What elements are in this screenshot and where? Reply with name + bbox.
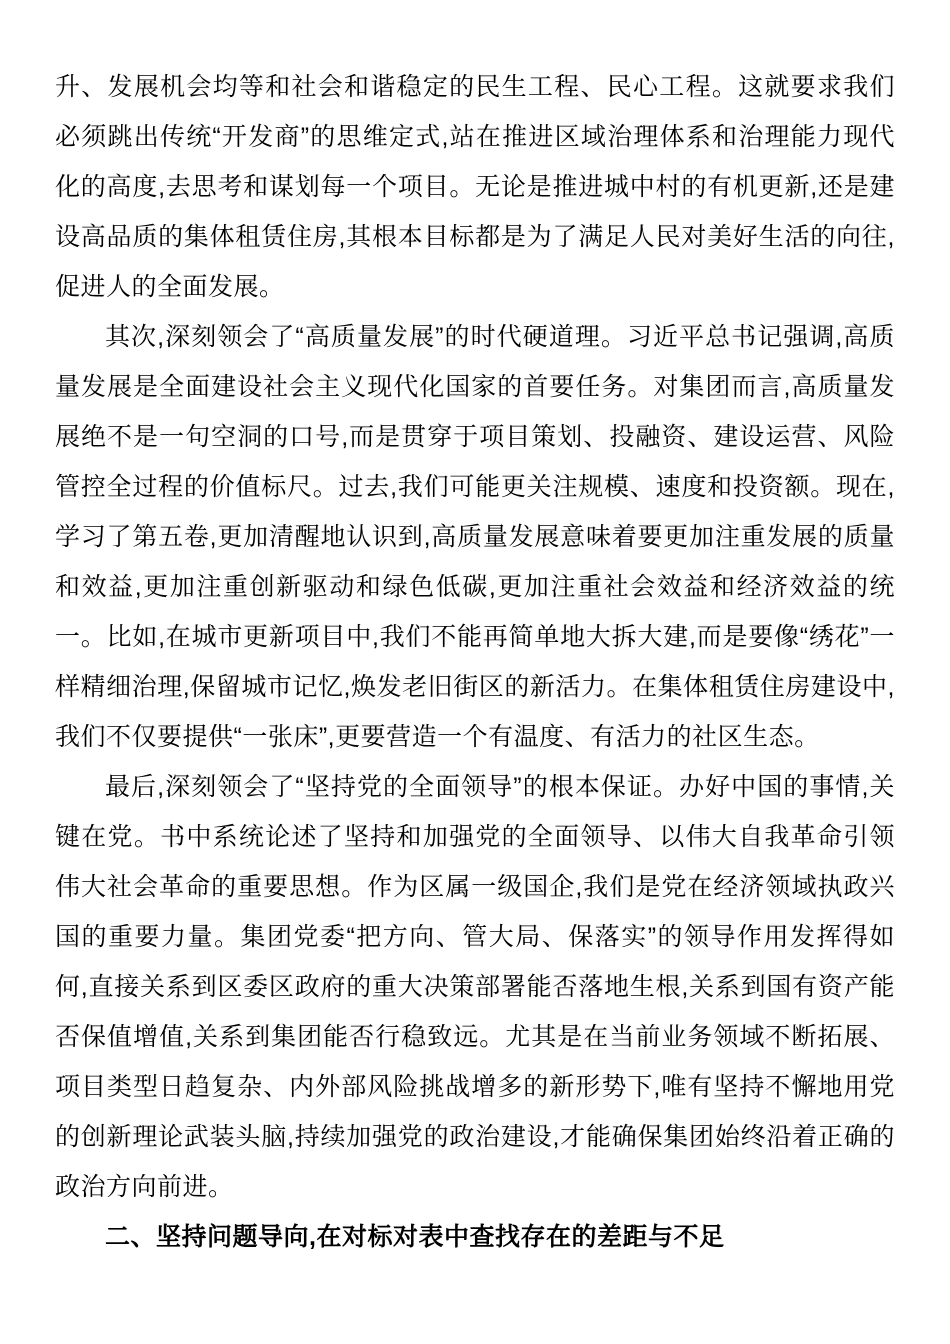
- body-paragraph-second-point: 其次,深刻领会了“高质量发展”的时代硬道理。习近平总书记强调,高质量发展是全面建设社会主义现代化国家的首要任务。对集团而言,高质量发展绝不是一句空洞的口号,而是贯穿于项目策划、投融资、建设运营、风险管控全过程的价值标尺。过去,我们可能更关注规模、速度和投资额。现在,学习了第五卷,更加清醒地认识到,高质量发展意味着要更加注重发展的质量和效益,更加注重创新驱动和绿色低碳,更加注重社会效益和经济效益的统一。比如,在城市更新项目中,我们不能再简单地大拆大建,而是要像“绣花”一样精细治理,保留城市记忆,焕发老旧街区的新活力。在集体租赁住房建设中,我们不仅要提供“一张床”,更要营造一个有温度、有活力的社区生态。: [55, 323, 895, 751]
- section-heading: 二、坚持问题导向,在对标对表中查找存在的差距与不足: [105, 1223, 725, 1251]
- body-paragraph-continuation: 升、发展机会均等和社会和谐稳定的民生工程、民心工程。这就要求我们必须跳出传统“开发商”的思维定式,站在推进区域治理体系和治理能力现代化的高度,去思考和谋划每一个项目。无论是推进城中村的有机更新,还是建设高品质的集体租赁住房,其根本目标都是为了满足人民对美好生活的向往,促进人的全面发展。: [55, 73, 895, 301]
- body-paragraph-third-point: 最后,深刻领会了“坚持党的全面领导”的根本保证。办好中国的事情,关键在党。书中系统论述了坚持和加强党的全面领导、以伟大自我革命引领伟大社会革命的重要思想。作为区属一级国企,我们是党在经济领域执政兴国的重要力量。集团党委“把方向、管大局、保落实”的领导作用发挥得如何,直接关系到区委区政府的重大决策部署能否落地生根,关系到国有资产能否保值增值,关系到集团能否行稳致远。尤其是在当前业务领域不断拓展、项目类型日趋复杂、内外部风险挑战增多的新形势下,唯有坚持不懈地用党的创新理论武装头脑,持续加强党的政治建设,才能确保集团始终沿着正确的政治方向前进。: [55, 773, 895, 1201]
